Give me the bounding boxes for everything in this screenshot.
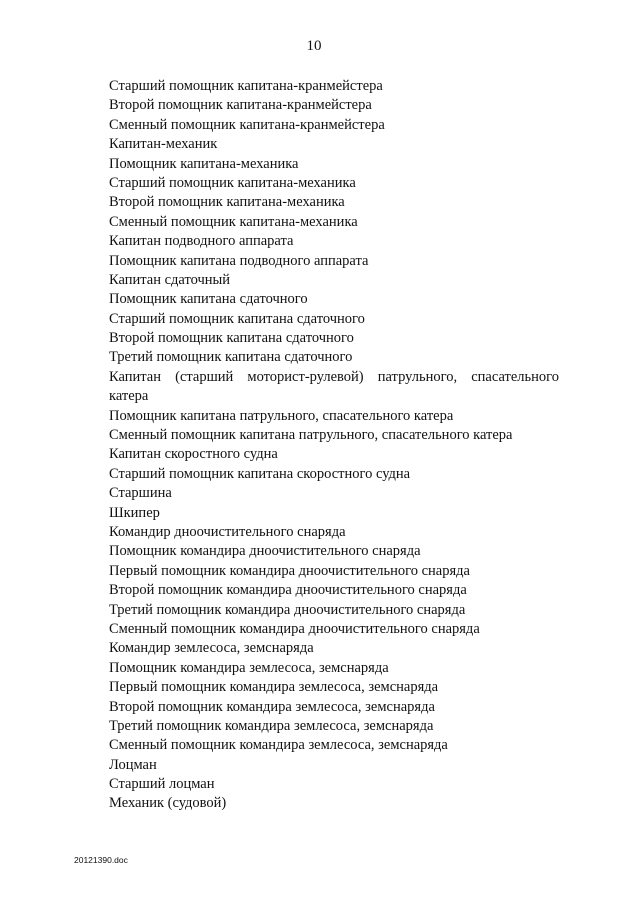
list-item: Третий помощник капитана сдаточного [109,349,353,366]
list-item: Первый помощник командира дноочистительного снаряда [109,562,470,579]
list-item: Шкипер [109,504,160,521]
list-item: Командир дноочистительного снаряда [109,524,346,541]
list-item: Капитан сдаточный [109,271,231,288]
list-item: Капитан подводного аппарата [109,233,294,250]
list-item: Помощник капитана-механика [109,155,299,172]
list-item: Второй помощник командира дноочистительного снаряда [109,582,467,599]
list-item: Сменный помощник капитана-механика [109,213,358,230]
list-item: Сменный помощник командира дноочистительного снаряда [109,620,480,637]
list-item: Сменный помощник командира землесоса, земснаряда [109,737,448,754]
position-list [75,77,559,814]
list-item: Старший лоцман [109,776,215,793]
list-item: Помощник командира землесоса, земснаряда [109,659,389,676]
list-item: Третий помощник командира дноочистительного снаряда [109,601,466,618]
list-item: Старший помощник капитана-кранмейстера [109,78,383,94]
list-item: Третий помощник командира землесоса, земснаряда [109,717,434,734]
list-item: Старший помощник капитана скоростного судна [109,465,411,482]
list-item: Второй помощник капитана-кранмейстера [109,97,372,114]
list-item: Сменный помощник капитана-кранмейстера [109,116,385,133]
list-item: Второй помощник капитана-механика [109,194,345,211]
list-item: Капитан скоростного судна [109,446,278,463]
list-item: Сменный помощник капитана патрульного, спасательного катера [109,427,513,444]
list-item: Помощник капитана подводного аппарата [109,252,369,269]
list-item: Командир землесоса, земснаряда [109,640,314,657]
page-number: 10 [306,38,322,54]
list-item: Старший помощник капитана-механика [109,174,356,191]
list-item: Старший помощник капитана сдаточного [109,310,365,327]
list-item: Второй помощник капитана сдаточного [109,330,354,347]
list-item: Помощник командира дноочистительного снаряда [109,543,421,560]
list-item: Помощник капитана сдаточного [109,291,308,308]
list-item: Первый помощник командира землесоса, земснаряда [109,679,439,696]
list-item-wrapped: Капитан (старший моторист-рулевой) патрульного, спасательного катера [109,368,559,405]
list-item: Помощник капитана патрульного, спасательного катера [109,407,454,424]
list-item: Капитан-механик [109,136,218,153]
list-item: Лоцман [109,756,157,773]
list-item: Механик (судовой) [109,795,227,812]
document-filename: 20121390.doc [74,855,128,865]
list-item: Второй помощник командира землесоса, земснаряда [109,698,435,715]
list-item: Старшина [109,485,172,502]
